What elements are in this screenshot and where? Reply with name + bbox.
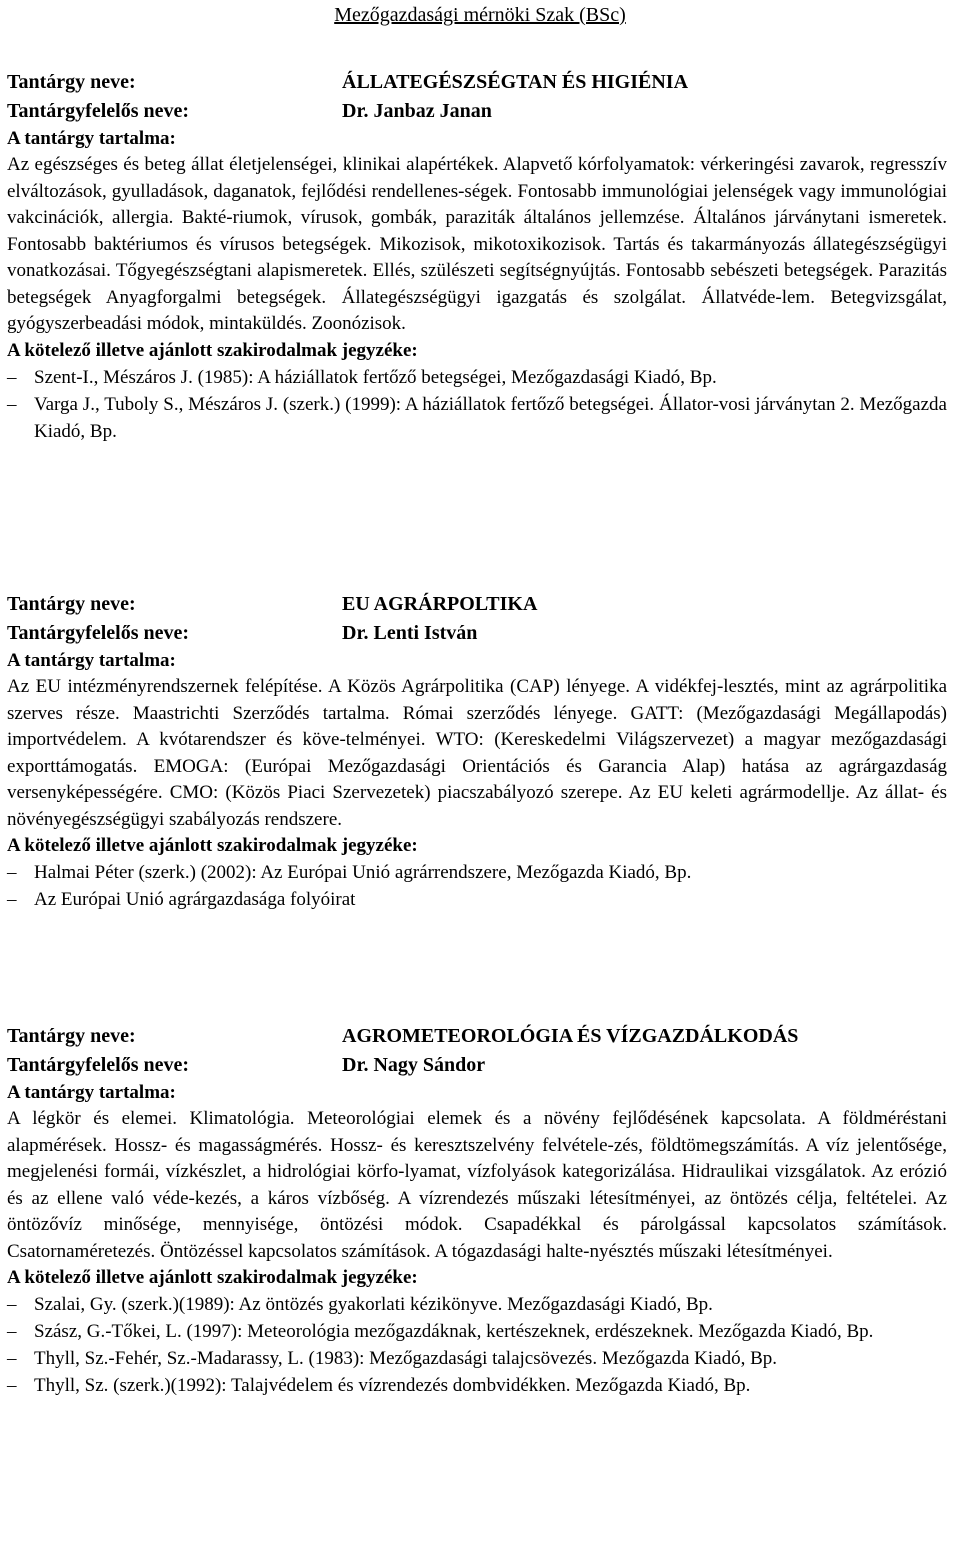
content-label-row — [7, 126, 947, 152]
dash-bullet: – — [7, 1294, 17, 1315]
reference-item — [7, 391, 947, 445]
subject-name: ÁLLATEGÉSZSÉGTAN ÉS HIGIÉNIA — [342, 71, 689, 93]
reference-text: Szent-I., Mészáros J. (1985): A háziállatok fertőző betegségei, Mezőgazdasági Kiadó, Bp. — [34, 366, 717, 388]
reference-text: Varga J., Tuboly S., Mészáros J. (szerk.) (1999): A háziállatok fertőző betegségei. Állator-vosi járványtan 2. Mezőgazda Kiadó, Bp. — [34, 393, 947, 442]
content-label-row — [7, 1080, 947, 1106]
responsible-name: Dr. Lenti István — [342, 622, 478, 644]
course-section — [7, 1022, 947, 1399]
subject-row — [7, 68, 947, 97]
subject-row — [7, 590, 947, 619]
course-content: Az EU intézményrendszernek felépítése. A Közös Agrárpolitika (CAP) lényege. A vidékfej-lesztés, mint az agrárpolitika szerves része. Maastrichti Szerződés tartalma. Római szerződés lényege. GATT: (Mezőgazdasági Megállapodás) importvédelem. A kvótarendszer és köve-telményei. WTO: (Kereskedelmi Világszervezet) a magyar mezőgazdasági exporttámogatás. EMOGA: (Európai Mezőgazdasági Orientációs és Garancia Alap) hatása az agrárgazdaság versenyképességére. CMO: (Közös Piaci Szervezetek) piacszabályozó szerepe. Az EU keleti agrármodellje. Az állat- és növényegészségügyi szabályozás rendszere. — [7, 676, 947, 830]
responsible-row — [7, 1051, 947, 1080]
subject-name: EU AGRÁRPOLTIKA — [342, 593, 538, 615]
reference-list — [7, 1291, 947, 1399]
course-content: A légkör és elemei. Klimatológia. Meteorológiai elemek és a növény fejlődésének kapcsolata. A földméréstani alapmérések. Hossz- és magasságmérés. Hossz- és keresztszelvény felvétele-zés, földtömegszámítás. A víz jelentősége, megjelenési formái, vízkészlet, a hidrológiai körfo-lyamat, vízfolyások kategorizálása. Hidraulikai vizsgálatok. Az erózió és az ellene való véde-kezés, a káros vízbőség. A vízrendezés műszaki létesítményei, az öntözés célja, feltételei. Az öntözővíz minősége, mennyisége, öntözési módok. Csapadékkal és párolgással kapcsolatos számítások. Csatornaméretezés. Öntözéssel kapcsolatos számítások. A tógazdasági halte-nyésztés műszaki létesítményei. — [7, 1108, 947, 1262]
reference-item — [7, 364, 947, 391]
course-content: Az egészséges és beteg állat életjelenségei, klinikai alapértékek. Alapvető kórfolyamatok: vérkeringési zavarok, regresszív elváltozások, gyulladások, daganatok, fejlődési rendellenes-ségek. Fontosabb immunológiai jelenségek vagy immunológiai vakcinációk, allergia. Bakté-riumok, vírusok, gombák, paraziták általános jellemzése. Általános járványtani ismeretek. Fontosabb baktériumos és vírusos betegségek. Mikozisok, mikotoxikozisok. Tartás és takarmányozás állategészségügyi vonatkozásai. Tőgyegészségtani alapismeretek. Ellés, szülészeti segítségnyújtás. Fontosabb sebészeti betegségek. Parazitás betegségek Anyagforgalmi betegségek. Állategészségügyi igazgatás és szolgálat. Állatvéde-lem. Betegvizsgálat, gyógyszerbeadási módok, mintaküldés. Zoonózisok. — [7, 154, 947, 334]
dash-bullet: – — [7, 1348, 17, 1369]
subject-row — [7, 1022, 947, 1051]
subject-label: Tantárgy neve: — [7, 71, 136, 93]
reference-item — [7, 1291, 947, 1318]
reference-item — [7, 859, 947, 886]
content-label: A tantárgy tartalma: — [7, 650, 176, 671]
course-section — [7, 590, 947, 913]
responsible-label: Tantárgyfelelős neve: — [7, 622, 190, 644]
reference-list — [7, 364, 947, 445]
dash-bullet: – — [7, 393, 17, 415]
responsible-row — [7, 97, 947, 126]
reference-text: Szalai, Gy. (szerk.)(1989): Az öntözés gyakorlati kézikönyve. Mezőgazdasági Kiadó, Bp. — [34, 1294, 713, 1315]
page-header: Mezőgazdasági mérnöki Szak (BSc) — [334, 4, 626, 26]
subject-label: Tantárgy neve: — [7, 1025, 136, 1047]
reference-item — [7, 1345, 947, 1372]
reference-item — [7, 1318, 947, 1345]
reference-item — [7, 1372, 947, 1399]
content-label: A tantárgy tartalma: — [7, 128, 176, 149]
reference-text: Halmai Péter (szerk.) (2002): Az Európai Unió agrárrendszere, Mezőgazda Kiadó, Bp. — [34, 862, 692, 883]
literature-label: A kötelező illetve ajánlott szakirodalmak jegyzéke: — [7, 835, 418, 856]
reference-list — [7, 859, 947, 913]
subject-name: AGROMETEOROLÓGIA ÉS VÍZGAZDÁLKODÁS — [342, 1025, 799, 1047]
reference-item — [7, 886, 947, 913]
dash-bullet: – — [7, 1321, 17, 1342]
content-label-row — [7, 648, 947, 674]
subject-label: Tantárgy neve: — [7, 593, 136, 615]
content-label: A tantárgy tartalma: — [7, 1082, 176, 1103]
responsible-label: Tantárgyfelelős neve: — [7, 100, 190, 122]
dash-bullet: – — [7, 889, 17, 910]
reference-text: Thyll, Sz.-Fehér, Sz.-Madarassy, L. (1983): Mezőgazdasági talajcsövezés. Mezőgazda Kiadó, Bp. — [34, 1348, 777, 1369]
reference-text: Thyll, Sz. (szerk.)(1992): Talajvédelem és vízrendezés dombvidékken. Mezőgazda Kiadó, Bp. — [34, 1375, 751, 1396]
dash-bullet: – — [7, 366, 17, 388]
dash-bullet: – — [7, 862, 17, 883]
literature-label: A kötelező illetve ajánlott szakirodalmak jegyzéke: — [7, 339, 418, 361]
literature-label: A kötelező illetve ajánlott szakirodalmak jegyzéke: — [7, 1267, 418, 1288]
reference-text: Szász, G.-Tőkei, L. (1997): Meteorológia mezőgazdáknak, kertészeknek, erdészeknek. Mezőgazda Kiadó, Bp. — [34, 1321, 874, 1342]
responsible-name: Dr. Janbaz Janan — [342, 100, 492, 122]
course-section — [7, 68, 947, 445]
responsible-label: Tantárgyfelelős neve: — [7, 1054, 190, 1076]
responsible-name: Dr. Nagy Sándor — [342, 1054, 486, 1076]
dash-bullet: – — [7, 1375, 17, 1396]
reference-text: Az Európai Unió agrárgazdasága folyóirat — [34, 889, 356, 910]
responsible-row — [7, 619, 947, 648]
